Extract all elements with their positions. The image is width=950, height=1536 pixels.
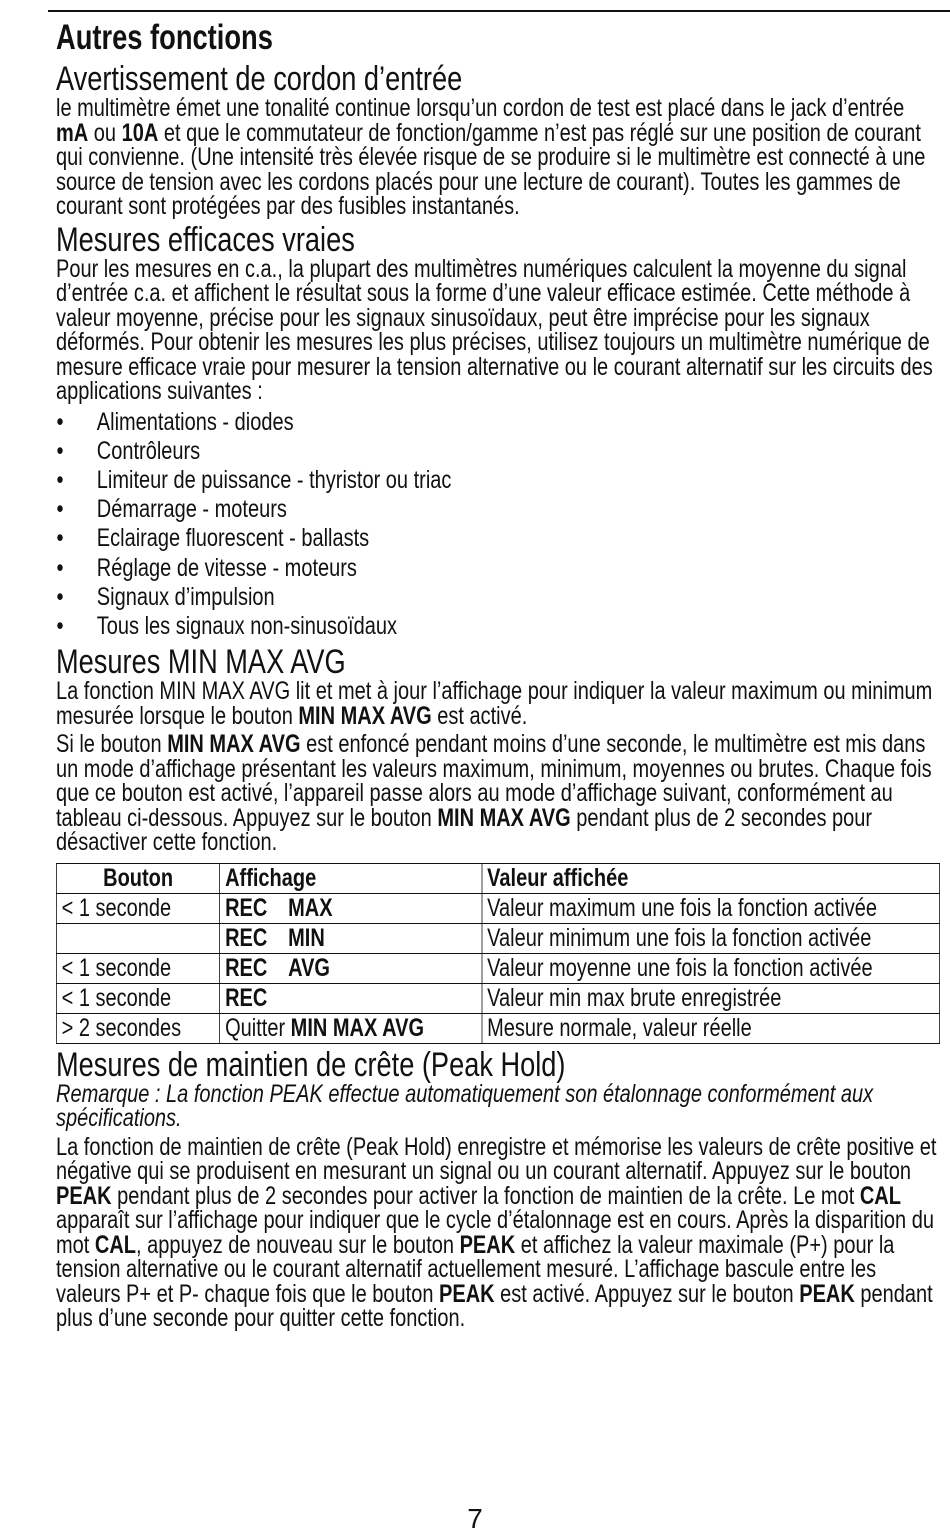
heading-true-rms: Mesures efficaces vraies	[56, 220, 355, 259]
bullet-icon: •	[56, 407, 64, 436]
table-cell-button: < 1 seconde	[56, 953, 219, 983]
section-input-warning	[56, 62, 940, 219]
table-cell-value: Valeur maximum une fois la fonction activée	[482, 893, 940, 923]
table-cell-display: REC MAX	[220, 893, 482, 923]
table-cell-display: REC AVG	[220, 953, 482, 983]
section-peak-hold	[56, 1045, 940, 1333]
table-cell-value: Valeur minimum une fois la fonction activée	[482, 923, 940, 953]
table-cell-display: REC MIN	[220, 923, 482, 953]
bullet-icon: •	[56, 524, 64, 553]
list-item: • Tous les signaux non-sinusoïdaux	[56, 611, 397, 640]
title-wrapper	[56, 18, 939, 58]
top-rule	[48, 10, 950, 12]
table-cell-display: REC	[220, 983, 482, 1013]
table-row	[56, 953, 939, 983]
table-cell-value: Valeur moyenne une fois la fonction activée	[482, 953, 940, 983]
bullet-icon: •	[56, 553, 64, 582]
paragraph-true-rms: Pour les mesures en c.a., la plupart des multimètres numériques calculent la moyenne du signal d’entrée c.a. et affichent le résultat sous la forme d’une valeur efficace estimée. Cette méthode à valeur moyenne, précise pour les signaux sinusoïdaux, peut être imprécise pour les signaux déformés. Pour obtenir les mesures les plus précises, utilisez toujours un multimètre numérique de mesure efficace vraie pour mesurer la tension alternative ou le courant alternatif sur les circuits des applications suivantes :	[56, 254, 933, 405]
table-cell-value: Mesure normale, valeur réelle	[482, 1013, 940, 1043]
table-row	[56, 983, 939, 1013]
table-header-cell: Affichage	[220, 863, 482, 893]
paragraph-min-max-avg-1: La fonction MIN MAX AVG lit et met à jour l’affichage pour indiquer la valeur maximum ou minimum mesurée lorsque le bouton MIN MAX AVG est activé.	[56, 677, 933, 730]
table-header-cell: Bouton	[56, 863, 219, 893]
list-item: • Réglage de vitesse - moteurs	[56, 553, 357, 582]
list-item: • Alimentations - diodes	[56, 407, 294, 436]
table-cell-button: < 1 seconde	[56, 893, 219, 923]
bullet-icon: •	[56, 436, 64, 465]
section-min-max-avg	[56, 645, 940, 1044]
table-row	[56, 893, 939, 923]
paragraph-min-max-avg-2: Si le bouton MIN MAX AVG est enfoncé pendant moins d’une seconde, le multimètre est mis dans un mode d’affichage présentant les valeurs maximum, minimum, moyennes ou brutes. Chaque fois que ce bouton est activé, l’appareil passe alors au mode d’affichage suivant, conformément au tableau ci-dessous. Appuyez sur le bouton MIN MAX AVG pendant plus de 2 secondes pour désactiver cette fonction.	[56, 730, 932, 857]
list-item: • Démarrage - moteurs	[56, 495, 287, 524]
page-content	[56, 18, 940, 1331]
table-cell-button: < 1 seconde	[56, 983, 219, 1013]
table-cell-display: Quitter MIN MAX AVG	[220, 1013, 482, 1043]
table-header-row	[56, 863, 939, 893]
table-row	[56, 923, 939, 953]
table-cell-button	[56, 923, 219, 953]
page-title: Autres fonctions	[56, 18, 273, 57]
bullet-icon: •	[56, 582, 64, 611]
table-row	[56, 1013, 939, 1043]
page-number: 7	[467, 1503, 483, 1534]
table-cell-value: Valeur min max brute enregistrée	[482, 983, 940, 1013]
bullet-icon: •	[56, 611, 64, 640]
application-list	[56, 408, 940, 642]
table-cell-button: > 2 secondes	[56, 1013, 219, 1043]
heading-input-warning: Avertissement de cordon d’entrée	[56, 60, 463, 98]
bullet-icon: •	[56, 465, 64, 494]
bullet-icon: •	[56, 495, 64, 524]
paragraph-peak-hold: La fonction de maintien de crête (Peak Hold) enregistre et mémorise les valeurs de crête positive et négative qui se produisent en mesurant un signal ou un courant alternatif. Appuyez sur le bouton PEAK pendant plus de 2 secondes pour activer la fonction de maintien de la crête. Le mot CAL apparaît sur l’affichage pour indiquer que le cycle d’étalonnage est en cours. Après la disparition du mot CAL, appuyez de nouveau sur le bouton PEAK et affichez la valeur maximale (P+) pour la tension alternative ou le courant alternatif actuellement mesuré. L’affichage bascule entre les valeurs P+ et P- chaque fois que le bouton PEAK est activé. Appuyez sur le bouton PEAK pendant plus d’une seconde pour quitter cette fonction.	[56, 1132, 937, 1333]
note-peak-calibration: Remarque : La fonction PEAK effectue automatiquement son étalonnage conformément aux spécifications.	[56, 1079, 874, 1133]
heading-peak-hold: Mesures de maintien de crête (Peak Hold)	[56, 1045, 566, 1084]
min-max-avg-table	[56, 863, 940, 1044]
list-item: • Signaux d’impulsion	[56, 582, 275, 611]
list-item: • Contrôleurs	[56, 436, 201, 465]
section-true-rms	[56, 220, 940, 642]
table-header-cell: Valeur affichée	[482, 863, 940, 893]
paragraph-input-warning: le multimètre émet une tonalité continue lorsqu’un cordon de test est placé dans le jack d’entrée mA ou 10A et que le commutateur de fonction/gamme n’est pas réglé sur une position de courant qui convienne. (Une intensité très élevée risque de se produire si le multimètre est connecté à une source de tension avec les cordons placés pour une lecture de courant). Toutes les gammes de courant sont protégées par des fusibles instantanés.	[56, 94, 926, 220]
heading-min-max-avg: Mesures MIN MAX AVG	[56, 643, 346, 682]
list-item: • Limiteur de puissance - thyristor ou triac	[56, 465, 452, 494]
list-item: • Eclairage fluorescent - ballasts	[56, 524, 370, 553]
